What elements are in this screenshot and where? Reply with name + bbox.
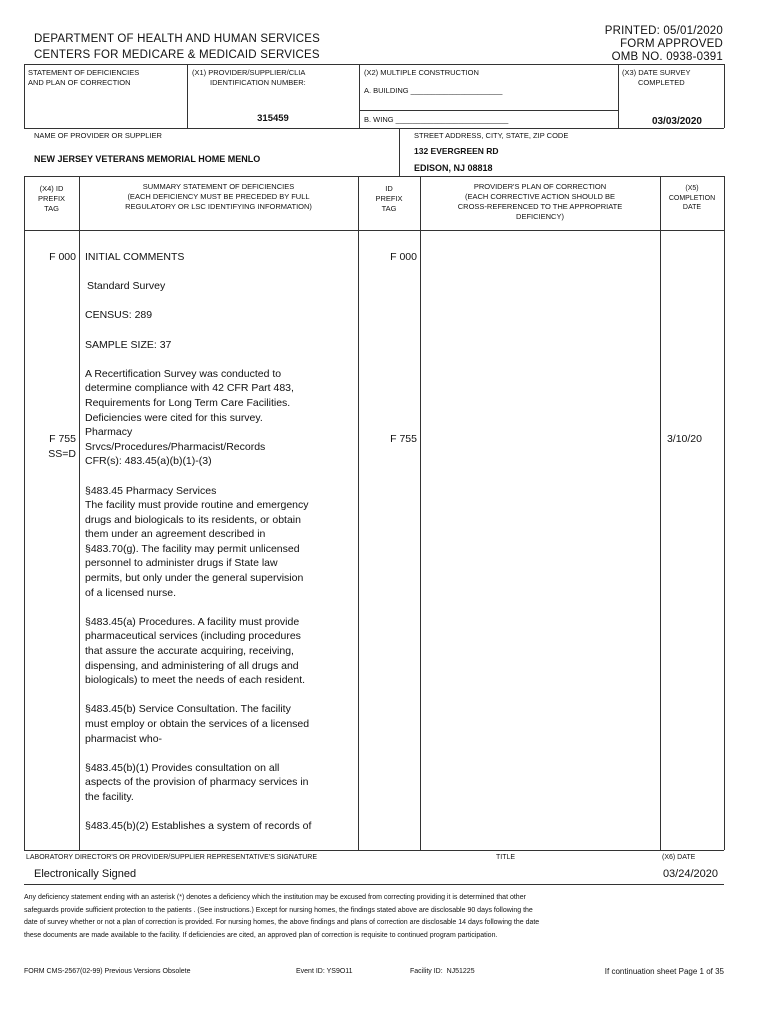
- multiple-construction-label: (X2) MULTIPLE CONSTRUCTION: [364, 68, 479, 77]
- initial-comments: INITIAL COMMENTS: [85, 251, 185, 263]
- department-title: DEPARTMENT OF HEALTH AND HUMAN SERVICES: [34, 33, 320, 45]
- signature-label: LABORATORY DIRECTOR'S OR PROVIDER/SUPPLIER REPRESENTATIVE'S SIGNATURE: [26, 854, 318, 861]
- standard-survey: Standard Survey: [87, 280, 166, 293]
- provider-id-number: 315459: [257, 113, 289, 124]
- id-prefix-header: ID PREFIX TAG: [375, 184, 403, 213]
- date-survey-label: (X3) DATE SURVEY COMPLETED: [622, 68, 691, 87]
- signature-value: Electronically Signed: [34, 868, 137, 880]
- regulation-483-45b: §483.45(b) Service Consultation. The facility must employ or obtain the services of a licensed pharmacist who-: [85, 703, 310, 745]
- city-state-zip: EDISON, NJ 08818: [414, 163, 493, 173]
- wing-field: B. WING ___________________________: [364, 115, 509, 124]
- sample-size: SAMPLE SIZE: 37: [85, 338, 172, 351]
- census: CENSUS: 289: [85, 309, 153, 322]
- address-label: STREET ADDRESS, CITY, STATE, ZIP CODE: [414, 131, 569, 140]
- continuation-page: If continuation sheet Page 1 of 35: [604, 967, 724, 976]
- omb-number: OMB NO. 0938-0391: [611, 51, 723, 63]
- x6-date-label: (X6) DATE: [662, 854, 696, 861]
- street-address: 132 EVERGREEN RD: [414, 146, 499, 156]
- f755-prefix-tag: F 755: [49, 433, 76, 445]
- printed-date: PRINTED: 05/01/2020: [604, 25, 723, 37]
- facility-id-value: NJ51225: [446, 968, 475, 975]
- summary-header: SUMMARY STATEMENT OF DEFICIENCIES (EACH DEFICIENCY MUST BE PRECEDED BY FULL REGULATORY OR LSC IDENTIFYING INFORMATION): [125, 182, 312, 211]
- severity-scope: SS=D: [48, 448, 76, 460]
- recertification-paragraph: A Recertification Survey was conducted to determine compliance with 42 CFR Part 483, Requirements for Long Term Care Facilities. Deficiencies were cited for this survey. Pharmacy Srvcs/Procedures/Pharmacist/Records CFR(s): 483.45(a)(b)(1)-(3): [85, 367, 294, 468]
- f000-id-tag: F 000: [390, 251, 417, 263]
- title-label: TITLE: [496, 854, 516, 861]
- form-approved: FORM APPROVED: [620, 38, 723, 50]
- form-number: FORM CMS-2567(02-99) Previous Versions Obsolete: [24, 968, 191, 975]
- survey-completed-date: 03/03/2020: [651, 116, 702, 127]
- provider-name-label: NAME OF PROVIDER OR SUPPLIER: [34, 131, 162, 140]
- x4-prefix-header: (X4) ID PREFIX TAG: [37, 184, 66, 213]
- regulation-483-45b2: §483.45(b)(2) Establishes a system of records of: [85, 820, 312, 833]
- regulation-483-45: §483.45 Pharmacy Services The facility must provide routine and emergency drugs and biologicals to its residents, or obtain them under an agreement described in §483.70(g). The facility may permit unlicensed personnel to administer drugs if State law permits, but only under the general supervision of a licensed nurse.: [85, 484, 309, 599]
- facility-id: Facility ID: NJ51225: [410, 968, 475, 975]
- regulation-483-45b1: §483.45(b)(1) Provides consultation on all aspects of the provision of pharmacy services in the facility.: [85, 761, 309, 803]
- event-id-value: YS9O11: [326, 968, 353, 975]
- x1-label: (X1) PROVIDER/SUPPLIER/CLIA IDENTIFICATION NUMBER:: [192, 68, 306, 87]
- disclaimer: Any deficiency statement ending with an asterisk (*) denotes a deficiency which the institution may be excused from correcting providing it is determined that other safeguards provide sufficient protection to the patients . (See instructions.) Except for nursing homes, the findings stated above are disclosable 90 days following the date of survey whether or not a plan of correction is provided. For nursing homes, the above findings and plans of correction are disclosable 14 days following the date these documents are made available to the facility. If deficiencies are cited, an approved plan of correction is requisite to continued program participation.: [24, 894, 540, 939]
- completion-date-header: (X5) COMPLETION DATE: [668, 185, 716, 211]
- signature-date: 03/24/2020: [662, 868, 718, 880]
- agency-title: CENTERS FOR MEDICARE & MEDICAID SERVICES: [34, 49, 320, 61]
- plan-header: PROVIDER'S PLAN OF CORRECTION (EACH CORRECTIVE ACTION SHOULD BE CROSS-REFERENCED TO THE APPROPRIATE DEFICIENCY): [457, 182, 623, 221]
- f755-id-tag: F 755: [390, 433, 417, 445]
- deficiency-summary: [85, 250, 357, 834]
- regulation-483-45a: §483.45(a) Procedures. A facility must provide pharmaceutical services (including procedures that assure the accurate acquiring, receiving, dispensing, and administering of all drugs and biologicals) to meet the needs of each resident.: [85, 615, 306, 687]
- statement-label: STATEMENT OF DEFICIENCIES AND PLAN OF CORRECTION: [28, 68, 140, 87]
- event-id: Event ID: YS9O11: [296, 968, 353, 975]
- provider-name: NEW JERSEY VETERANS MEMORIAL HOME MENLO: [34, 154, 261, 164]
- building-field: A. BUILDING ______________________: [364, 86, 503, 95]
- f755-completion-date: 3/10/20: [666, 433, 702, 445]
- f000-prefix-tag: F 000: [49, 251, 76, 263]
